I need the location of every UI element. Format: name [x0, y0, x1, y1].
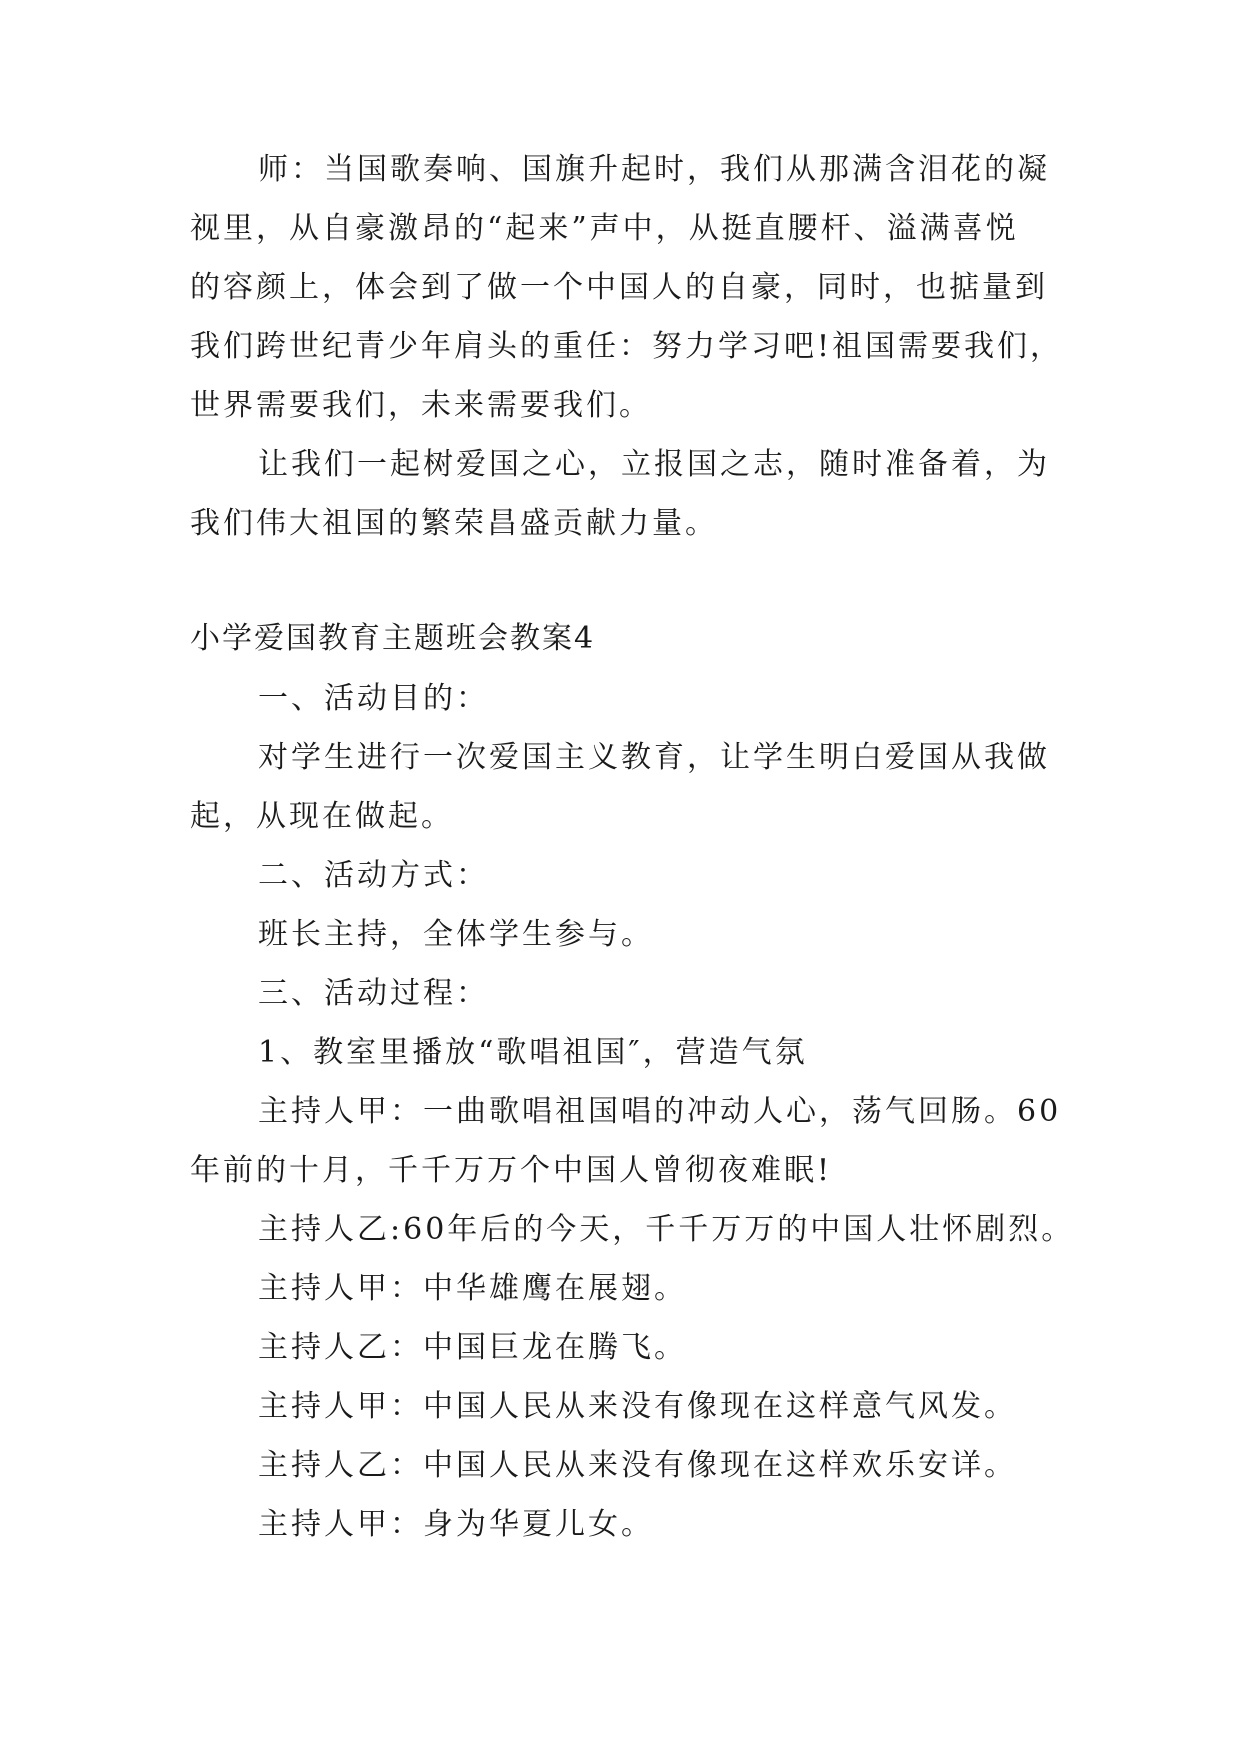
paragraph-line: 主持人乙：中国巨龙在腾飞。	[258, 1330, 687, 1365]
paragraph-line: 主持人乙:60年后的今天，千千万万的中国人壮怀剧烈。	[258, 1212, 1075, 1247]
paragraph-line: 的容颜上，体会到了做一个中国人的自豪，同时，也掂量到	[190, 270, 1048, 305]
paragraph-line: 一、活动目的：	[258, 681, 489, 716]
paragraph-line: 世界需要我们，未来需要我们。	[190, 388, 652, 423]
paragraph-line: 二、活动方式：	[258, 858, 489, 893]
paragraph-line: 我们伟大祖国的繁荣昌盛贡献力量。	[190, 506, 718, 541]
paragraph-line: 年前的十月，千千万万个中国人曾彻夜难眠!	[190, 1153, 833, 1188]
paragraph-line: 对学生进行一次爱国主义教育，让学生明白爱国从我做	[258, 740, 1050, 775]
paragraph-line: 主持人甲：中国人民从来没有像现在这样意气风发。	[258, 1389, 1017, 1424]
paragraph-line: 三、活动过程：	[258, 976, 489, 1011]
paragraph-line: 师：当国歌奏响、国旗升起时，我们从那满含泪花的凝	[258, 152, 1050, 187]
paragraph-line: 视里，从自豪激昂的“起来”声中，从挺直腰杆、溢满喜悦	[190, 211, 1019, 246]
section-heading: 小学爱国教育主题班会教案4	[190, 621, 596, 656]
paragraph-line: 主持人乙：中国人民从来没有像现在这样欢乐安详。	[258, 1448, 1017, 1483]
paragraph-line: 起，从现在做起。	[190, 799, 454, 834]
paragraph-line: 主持人甲：一曲歌唱祖国唱的冲动人心，荡气回肠。60	[258, 1094, 1062, 1129]
paragraph-line: 我们跨世纪青少年肩头的重任：努力学习吧!祖国需要我们，	[190, 329, 1064, 364]
paragraph-line: 主持人甲：中华雄鹰在展翅。	[258, 1271, 687, 1306]
paragraph-line: 1、教室里播放“歌唱祖国″，营造气氛	[258, 1035, 808, 1070]
paragraph-line: 主持人甲：身为华夏儿女。	[258, 1507, 654, 1542]
paragraph-line: 班长主持，全体学生参与。	[258, 917, 654, 952]
paragraph-line: 让我们一起树爱国之心，立报国之志，随时准备着，为	[258, 447, 1050, 482]
